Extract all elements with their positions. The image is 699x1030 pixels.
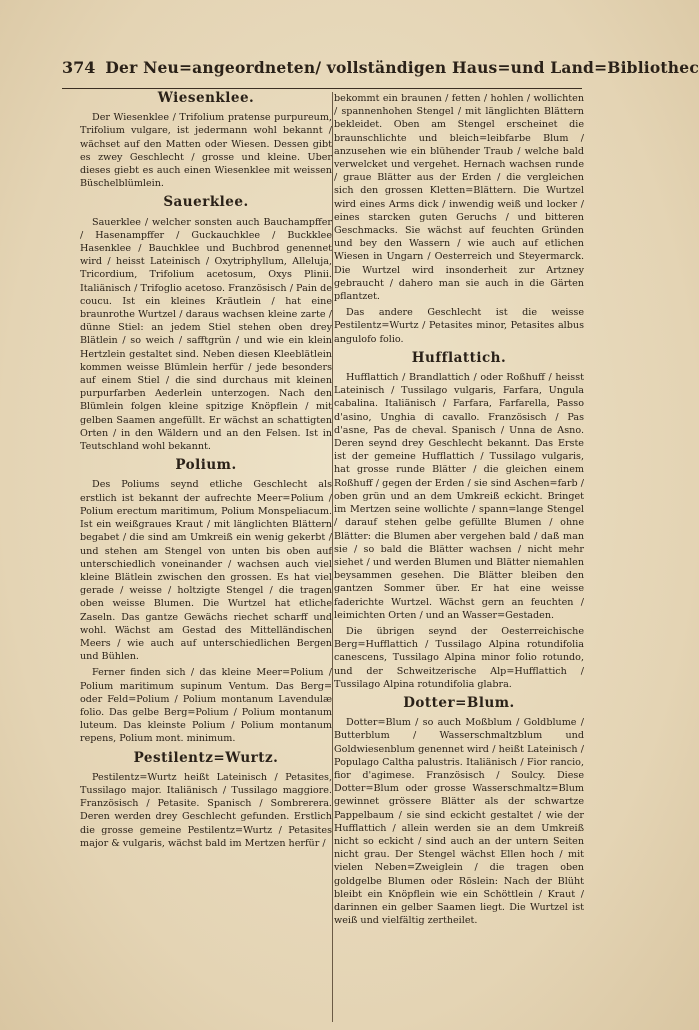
column-divider [332, 92, 333, 1022]
paragraph-pestilenzwurz-continued: bekommt ein braunen / fetten / hohlen / wollichten / spannenhohen Stengel / mit länglichten Blättern bekleidet. Oben am Stengel erscheinet die braunschlichte und bleich=leibfarbe Blum / anzusehen wie ein blühender Traub / welche bald verwelcket und vergehet. Hernach wachsen runde / graue Blätter aus der Erden / die vergleichen sich den grossen Kletten=Blättern. Die Wurtzel wird eines Arms dick / inwendig weiß und locker / eines starcken guten Geruchs / und bitteren Geschmacks. Sie wächst auf feuchten Gründen und bey den Wassern / wie auch auf etlichen Wiesen in Ungarn / Oesterreich und Steyermarck. Die Wurtzel wird insonderheit zur Artzney gebraucht / dahero man sie auch in die Gärten pflantzet. [334, 93, 584, 303]
heading-polium: Polium. [175, 457, 237, 474]
paragraph-dotterblum: Dotter=Blum / so auch Moßblum / Goldblume / Butterblum / Wasserschmaltzblum und Goldwiesenblum genennet wird / heißt Lateinisch / Populago Caltha palustris. Italiänisch / Fior rancio, fior d'agimese. Französisch / Soulcy. Diese Dotter=Blum oder grosse Wasserschmaltz=Blum gewinnet grössere Blätter als der schwartze Pappelbaum / sie sind eckicht gestaltet / wie der Hufflattich / allein werden sie an dem Umkreiß nicht so eckicht / sind auch an der untern Seiten nicht grau. Der Stengel wächst Ellen hoch / mit vielen Neben=Zweiglein / die tragen oben goldgelbe Blumen oder Röslein: Nach der Blüht bleibt ein Knöpflein wie ein Schöttlein / Kraut / darinnen ein gelber Saamen liegt. Die Wurtzel ist weiß und vielfältig zertheilet. [334, 717, 584, 927]
paragraph-sauerklee: Sauerklee / welcher sonsten auch Bauchampffer / Hasenampffer / Guckauchklee / Buckklee Hasenklee / Bauchklee und Buchbrod genennet wird / heisst Lateinisch / Oxytriphyllum, Alleluja, Tricordium, Trifolium acetosum, Oxys Plinii. Italiänisch / Trifoglio acetoso. Französisch / Pain de coucu. Ist ein kleines Kräutlein / hat eine braunrothe Wurtzel / daraus wachsen kleine zarte / dünne Stiel: an jedem Stiel stehen oben drey Blätlein / so weich / safftgrün / und wie ein klein Hertzlein gestaltet sind. Neben diesen Kleeblätlein kommen weisse Blümlein herfür / jede besonders auf einem Stiel / die sind durchaus mit kleinen purpurfarben Aederlein unterzogen. Nach den Blümlein folgen kleine spitzige Knöpflein / mit gelben Saamen angefüllt. Er wächst an schattigten Orten / in den Wäldern und an den Felsen. Ist in Teutschland wohl bekannt. [80, 216, 332, 453]
right-column [334, 92, 584, 930]
left-column [80, 92, 332, 853]
paragraph-weisse-pestilenzwurz: Das andere Geschlecht ist die weisse Pestilentz=Wurtz / Petasites minor, Petasites albus angulofo folio. [334, 307, 584, 345]
paragraph-polium-1: Des Poliums seynd etliche Geschlecht als erstlich ist bekannt der aufrechte Meer=Polium / Polium erectum maritimum, Polium Monspeliacum. Ist ein weißgraues Kraut / mit länglichten Blättern begabet / die sind am Umkreiß ein wenig gekerbt / und stehen am Stengel von unten bis oben auf unterschiedlich voneinander / wachsen auch viel kleine Blätlein zwischen den grossen. Es hat viel gerade / weisse / holtzigte Stengel / die tragen oben weisse Blumen. Die Wurtzel hat etliche Zaseln. Das gantze Gewächs riechet scharff und wohl. Wächst am Gestad des Mittelländischen Meers / wie auch auf unterschiedlichen Bergen und Bühlen. [80, 479, 332, 663]
heading-wiesenklee: Wiesenklee. [157, 90, 255, 106]
heading-sauerklee: Sauerklee. [163, 194, 249, 211]
running-title: Der Neu=angeordneten/ vollständigen Haus=und Land=Bibliothec [105, 58, 699, 77]
paragraph-huflattich-1: Hufflattich / Brandlattich / oder Roßhuff / heisst Lateinisch / Tussilago vulgaris, Farfara, Ungula cabalina. Italiänisch / Farfara, Farfarella, Passo d'asino, Unghia di cavallo. Französisch / Pas d'asne, Pas de cheval. Spanisch / Unna de Asno. Deren seynd drey Geschlecht bekannt. Das Erste ist der gemeine Hufflattich / Tussilago vulgaris, hat grosse runde Blätter / die gleichen einem Roßhuff / gegen der Erden / sie sind Aschen=farb / oben grün und an dem Umkreiß eckicht. Bringet im Mertzen seine wollichte / spann=lange Stengel / darauf stehen gelbe gefüllte Blumen / ohne Blätter: die Blumen aber vergehen bald / daß man sie / so bald die Blätter wachsen / nicht mehr siehet / und werden Blumen und Blätter niemahlen beysammen gesehen. Die Blätter bleiben den gantzen Sommer über. Er hat eine weisse faderichte Wurtzel. Wächst gern an feuchten / leimichten Orten / und an Wasser=Gestaden. [334, 372, 584, 621]
running-header [62, 58, 699, 89]
heading-dotterblum: Dotter=Blum. [403, 694, 515, 711]
page-number: 374 [62, 58, 96, 77]
paragraph-polium-2: Ferner finden sich / das kleine Meer=Polium / Polium maritimum supinum Ventum. Das Berg= oder Feld=Polium / Polium montanum Lavendulæ folio. Das gelbe Berg=Polium / Polium montanum luteum. Das kleinste Polium / Polium montanum repens, Polium mont. minimum. [80, 667, 332, 745]
paragraph-pestilenzwurz: Pestilentz=Wurtz heißt Lateinisch / Petasites, Tussilago major. Italiänisch / Tussilago maggiore. Französisch / Petasite. Spanisch / Sombrerera. Deren werden drey Geschlecht gefunden. Erstlich die grosse gemeine Pestilentz=Wurtz / Petasites major & vulgaris, wächst bald im Mertzen herfür / [80, 771, 332, 849]
heading-pestilenzwurz: Pestilentz=Wurtz. [133, 749, 279, 766]
paragraph-wiesenklee: Der Wiesenklee / Trifolium pratense purpureum, Trifolium vulgare, ist jedermann wohl bekannt / wächset auf den Matten oder Wiesen. Dessen gibt es zwey Geschlecht / grosse und kleine. Uber dieses giebt es auch einen Wiesenklee mit weissen Büschelblümlein. [80, 112, 332, 190]
heading-huflattich: Hufflattich. [411, 349, 507, 366]
paragraph-huflattich-2: Die übrigen seynd der Oesterreichische Berg=Hufflattich / Tussilago Alpina rotundifolia canescens, Tussilago Alpina minor folio rotundo, und der Schweitzerische Alp=Hufflattich / Tussilago Alpina rotundifolia glabra. [334, 625, 584, 690]
